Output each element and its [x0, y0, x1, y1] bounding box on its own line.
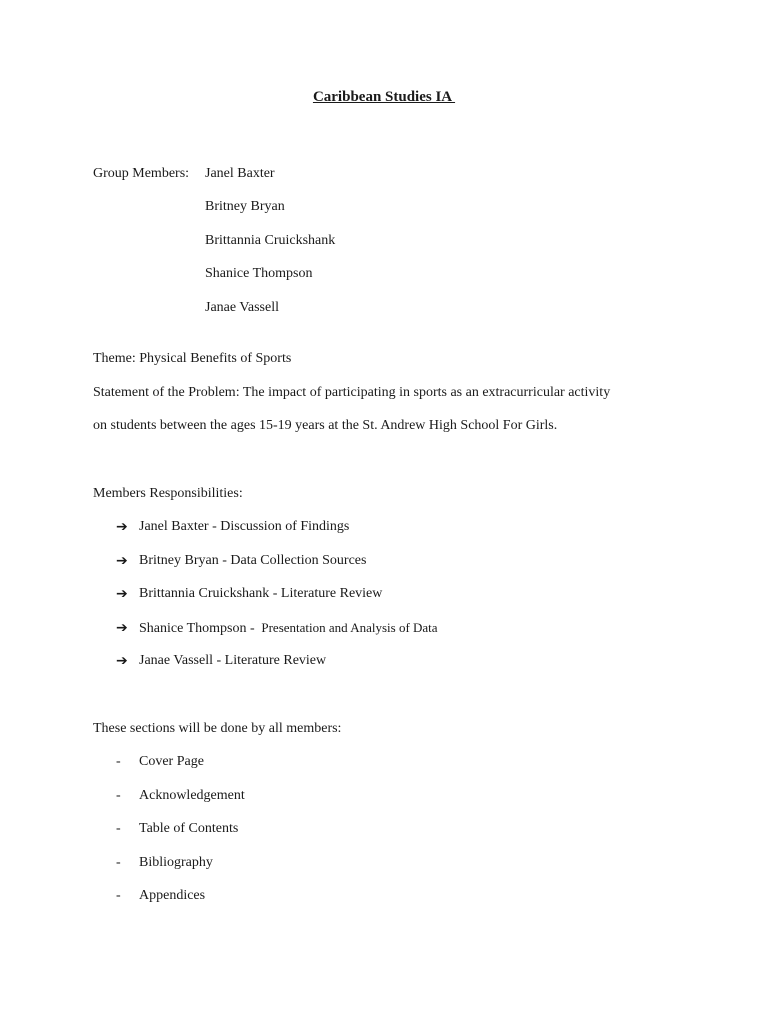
- arrow-bullet-icon: ➔: [116, 553, 128, 569]
- responsibility-item: [139, 552, 366, 570]
- responsibility-member: Janae Vassell -: [139, 653, 225, 668]
- responsibilities-heading: Members Responsibilities:: [93, 486, 243, 501]
- dash-bullet: -: [116, 888, 121, 903]
- member-name: Brittannia Cruickshank: [205, 233, 336, 248]
- document-title-text: Caribbean Studies IA: [312, 89, 456, 105]
- group-members-label: Group Members:: [93, 166, 190, 181]
- responsibility-member: Shanice Thompson -: [139, 621, 259, 636]
- member-name: Janae Vassell: [205, 300, 279, 315]
- responsibility-item: [139, 518, 349, 536]
- shared-section-item: Appendices: [139, 888, 206, 903]
- shared-sections-heading: These sections will be done by all members:: [93, 721, 342, 736]
- responsibility-task: Data Collection Sources: [230, 553, 367, 568]
- shared-section-item: Bibliography: [139, 855, 213, 870]
- responsibility-member: Janel Baxter -: [139, 519, 221, 534]
- shared-section-item: Cover Page: [139, 754, 204, 769]
- responsibility-task: Literature Review: [224, 653, 327, 668]
- arrow-bullet-icon: ➔: [116, 653, 128, 669]
- arrow-bullet-icon: ➔: [116, 620, 128, 636]
- responsibility-member: Brittannia Cruickshank -: [139, 586, 281, 601]
- problem-statement-line-2: on students between the ages 15-19 years at the St. Andrew High School For Girls.: [93, 418, 558, 433]
- document-title: [0, 88, 768, 106]
- dash-bullet: -: [116, 821, 121, 836]
- responsibility-member: Britney Bryan -: [139, 553, 231, 568]
- responsibility-item: [139, 619, 438, 638]
- arrow-bullet-icon: ➔: [116, 519, 128, 535]
- member-name: Shanice Thompson: [205, 266, 313, 281]
- responsibility-item: [139, 652, 326, 670]
- dash-bullet: -: [116, 754, 121, 769]
- responsibility-task: Literature Review: [280, 586, 383, 601]
- dash-bullet: -: [116, 855, 121, 870]
- arrow-bullet-icon: ➔: [116, 586, 128, 602]
- member-name: Janel Baxter: [205, 166, 275, 181]
- shared-section-item: Table of Contents: [139, 821, 239, 836]
- responsibility-item: [139, 585, 382, 603]
- shared-section-item: Acknowledgement: [139, 788, 245, 803]
- dash-bullet: -: [116, 788, 121, 803]
- theme-line: Theme: Physical Benefits of Sports: [93, 351, 292, 366]
- problem-statement-line-1: Statement of the Problem: The impact of participating in sports as an extracurricular activity: [93, 385, 611, 400]
- responsibility-task: Presentation and Analysis of Data: [258, 620, 438, 635]
- member-name: Britney Bryan: [205, 199, 285, 214]
- responsibility-task: Discussion of Findings: [220, 519, 350, 534]
